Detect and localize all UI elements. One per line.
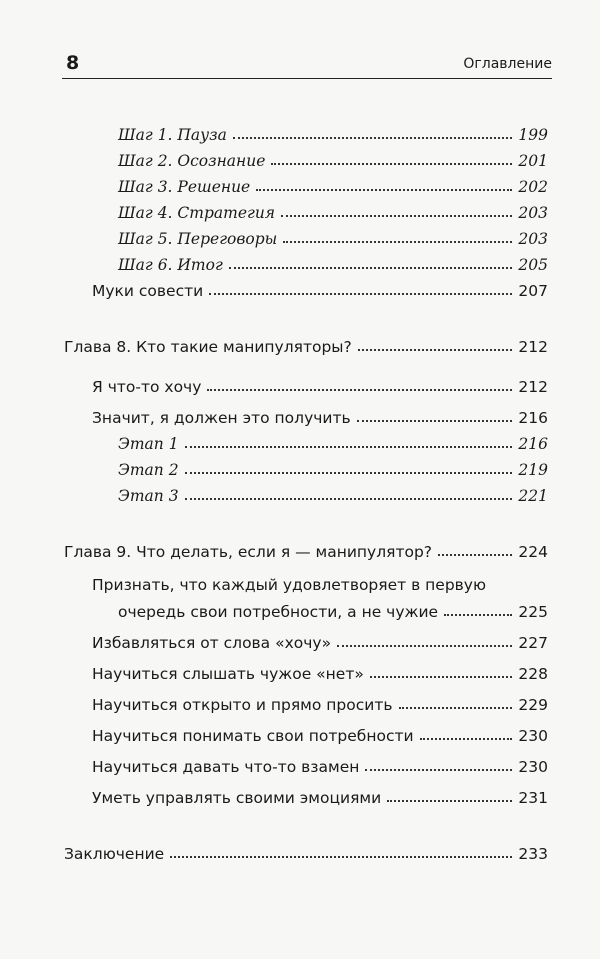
toc-entry-page: 219 [518,461,548,479]
toc-leader [207,389,512,391]
toc-entry-page: 199 [518,126,548,144]
toc-entry[interactable] [118,595,548,621]
toc-leader [233,137,513,139]
toc-entry-page: 224 [518,543,548,561]
toc-entry-page: 230 [518,758,548,776]
toc-entry-title: Глава 8. Кто такие манипуляторы? [64,338,352,356]
toc-entry-title: Шаг 6. Итог [118,256,223,274]
toc-entry-page: 212 [518,378,548,396]
running-head: Оглавление [463,56,552,72]
toc-entry-title: Уметь управлять своими эмоциями [92,789,382,807]
toc-entry-title: Шаг 1. Пауза [118,126,227,144]
toc-entry-page: 212 [518,338,548,356]
toc-entry-page: 230 [518,727,548,745]
toc-entry-page: 216 [518,409,548,427]
toc-entry-title: Заключение [64,845,165,863]
page-number: 8 [66,52,80,74]
toc-entry[interactable] [118,479,548,505]
toc-entry-page: 203 [518,204,548,222]
toc-entry[interactable] [92,274,548,300]
toc-entry-title: Этап 1 [118,435,179,453]
toc-entry-page: 227 [518,634,548,652]
toc-entry-page: 201 [518,152,548,170]
toc-entry[interactable] [118,427,548,453]
toc-leader [185,472,513,474]
toc-entry-title: Значит, я должен это получить [92,409,351,427]
toc-chapter[interactable] [64,330,548,356]
toc-leader [209,293,512,295]
toc-leader [271,163,512,165]
toc-entry[interactable] [92,370,548,396]
toc-entry-title: Научиться открыто и прямо просить [92,696,393,714]
toc-entry-title: Я что-то хочу [92,378,202,396]
toc-entry[interactable] [92,750,548,776]
toc-entry-page: 207 [518,282,548,300]
toc-entry-title: Шаг 2. Осознание [118,152,266,170]
toc-entry-page: 216 [518,435,548,453]
toc-entry-title: Глава 9. Что делать, если я — манипулятор? [64,543,433,561]
toc-entry[interactable] [118,144,548,170]
toc-entry-title: Избавляться от слова «хочу» [92,634,332,652]
toc-entry-title: Этап 2 [118,461,179,479]
toc-leader [256,189,512,191]
toc-entry-title: Этап 3 [118,487,179,505]
toc-entry-page: 203 [518,230,548,248]
toc-leader [365,769,512,771]
toc-leader [399,707,513,709]
toc-entry-page: 231 [518,789,548,807]
toc-entry[interactable] [92,657,548,683]
toc-leader [281,215,512,217]
toc-chapter[interactable] [64,837,548,863]
toc-entry-title-line1: Признать, что каждый удовлетворяет в первую [92,576,487,594]
toc-entry[interactable] [118,248,548,274]
toc-entry[interactable] [92,401,548,427]
toc-entry[interactable] [92,719,548,745]
toc-leader [387,800,512,802]
toc-leader [420,738,513,740]
toc-entry-page: 221 [518,487,548,505]
page-header [62,52,552,79]
toc-leader [357,420,513,422]
toc-entry-page: 225 [518,603,548,621]
toc-entry[interactable] [92,626,548,652]
toc-entry-page: 205 [518,256,548,274]
toc-entry-title: Научиться слышать чужое «нет» [92,665,364,683]
toc-leader [438,554,512,556]
toc-entry[interactable] [118,118,548,144]
toc-chapter[interactable] [64,535,548,561]
toc-entry[interactable] [118,453,548,479]
toc-entry-title: Муки совести [92,282,204,300]
toc-entry-title: Шаг 3. Решение [118,178,251,196]
toc-leader [337,645,512,647]
toc-entry[interactable] [118,222,548,248]
toc-entry[interactable] [118,170,548,196]
toc-leader [358,349,513,351]
toc-leader [444,614,512,616]
toc-leader [370,676,513,678]
toc-leader [185,446,513,448]
toc-entry-page: 202 [518,178,548,196]
toc-leader [185,498,513,500]
toc-entry-title: Шаг 5. Переговоры [118,230,278,248]
toc-entry-page: 233 [518,845,548,863]
toc-entry-title: очередь свои потребности, а не чужие [118,603,439,621]
toc-leader [170,856,512,858]
toc-entry-title: Научиться понимать свои потребности [92,727,414,745]
toc-entry-page: 228 [518,665,548,683]
toc-leader [283,241,512,243]
toc-leader [229,267,513,269]
toc-entry[interactable] [92,781,548,807]
toc-entry-title: Научиться давать что-то взамен [92,758,360,776]
toc-entry-page: 229 [518,696,548,714]
toc-entry-title: Шаг 4. Стратегия [118,204,276,222]
toc-entry[interactable] [118,196,548,222]
toc-entry[interactable] [92,688,548,714]
